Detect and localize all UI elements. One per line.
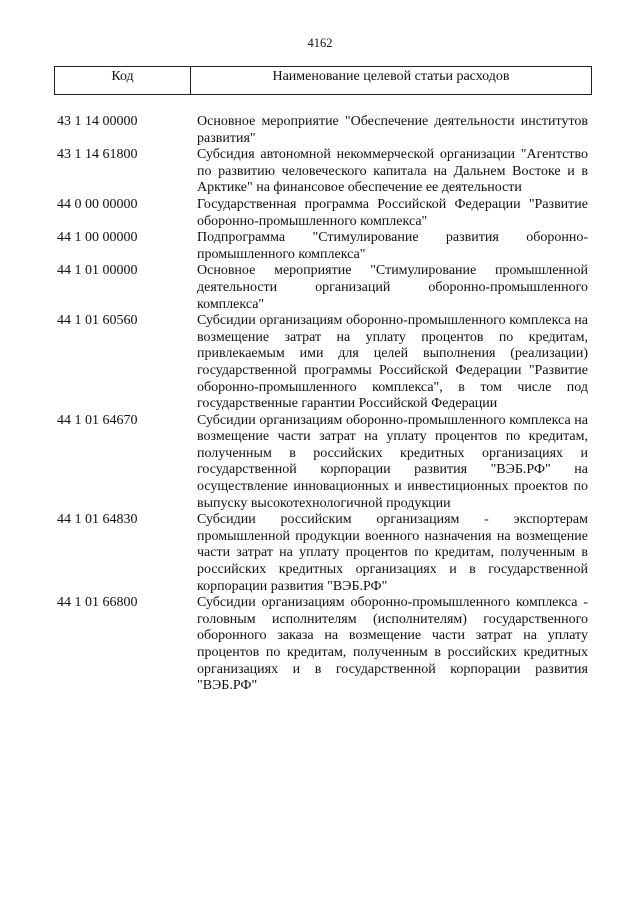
row-code: 44 1 01 60560	[57, 313, 138, 329]
row-description: Основное мероприятие "Обеспечение деятельности институтов развития"	[197, 114, 588, 146]
row-code: 44 1 01 66800	[57, 595, 138, 611]
table-row	[57, 147, 587, 197]
row-code: 44 1 01 00000	[57, 263, 138, 279]
row-code: 43 1 14 61800	[57, 147, 138, 163]
column-header-code: Код	[55, 67, 191, 94]
row-code: 44 1 01 64830	[57, 512, 138, 528]
row-description: Субсидии организациям оборонно-промышленного комплекса на возмещение части затрат на уплату процентов по кредитам, полученным в российских кредитных организациях и государственной корпорации развития "ВЭБ.РФ" на осуществление инновационных и инвестиционных проектов по выпуску высокотехнологичной продукции	[197, 412, 588, 511]
table-row	[57, 230, 587, 263]
table-row	[57, 197, 587, 230]
column-header-name: Наименование целевой статьи расходов	[272, 69, 510, 84]
row-description: Субсидии организациям оборонно-промышленного комплекса - головным исполнителям (исполнителям) государственного оборонного заказа на возмещение части затрат на уплату процентов по кредитам, полученным в российских кредитных организациях и в государственной корпорации развития "ВЭБ.РФ"	[197, 595, 588, 694]
row-description: Основное мероприятие "Стимулирование промышленной деятельности организаций оборонно-промышленного комплекса"	[197, 263, 588, 312]
page-number: 4162	[307, 36, 333, 50]
row-description: Субсидия автономной некоммерческой организации "Агентство по развитию человеческого капитала на Дальнем Востоке и в Арктике" на финансовое обеспечение ее деятельности	[197, 147, 588, 196]
row-description: Подпрограмма "Стимулирование развития оборонно-промышленного комплекса"	[197, 230, 588, 262]
row-code: 44 1 00 00000	[57, 230, 138, 246]
table-header	[54, 66, 592, 95]
row-code: 44 0 00 00000	[57, 196, 138, 212]
table-row	[57, 263, 587, 313]
row-description: Субсидии российским организациям - экспортерам промышленной продукции военного назначения на возмещение части затрат на уплату процентов по кредитам, полученным в российских кредитных организациях и в государственной корпорации развития "ВЭБ.РФ"	[197, 512, 588, 594]
table-row	[57, 512, 587, 595]
row-description: Государственная программа Российской Федерации "Развитие оборонно-промышленного комплекса"	[197, 196, 588, 229]
table-row	[57, 114, 587, 147]
table-row	[57, 313, 587, 413]
row-code: 44 1 01 64670	[57, 412, 138, 428]
expense-items-table	[57, 114, 587, 695]
row-description: Субсидии организациям оборонно-промышленного комплекса на возмещение затрат на уплату процентов по кредитам, привлекаемым ими для целей выполнения (реализации) государственной программы Российской Федерации "Развитие оборонно-промышленного комплекса", в том числе под государственные гарантии Российской Федерации	[197, 313, 588, 412]
row-code: 43 1 14 00000	[57, 114, 138, 129]
table-row	[57, 595, 587, 695]
table-row	[57, 413, 587, 513]
